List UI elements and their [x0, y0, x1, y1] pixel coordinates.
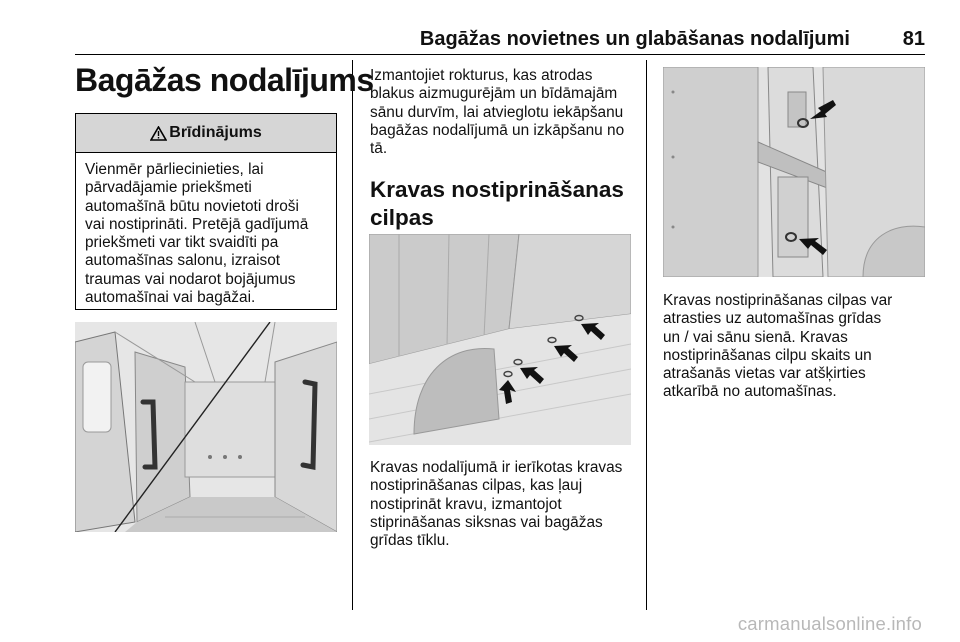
- text-line: nostiprināšanas cilpu skaits un: [663, 346, 872, 364]
- warning-line: pārvadājamie priekšmeti: [85, 179, 252, 197]
- text-line: blakus aizmugurējām un bīdāmajām: [370, 85, 618, 103]
- text-line: un / vai sānu sienā. Kravas: [663, 328, 848, 346]
- warning-line: traumas vai nodarot bojājumus: [85, 270, 296, 288]
- text-line: bagāžas nodalījumā un izkāpšanu no: [370, 121, 625, 139]
- warning-triangle-icon: [150, 126, 167, 141]
- text-line: Izmantojiet rokturus, kas atrodas: [370, 67, 593, 84]
- text-line: atrasties uz automašīnas grīdas: [663, 310, 882, 328]
- column-divider: [352, 60, 353, 610]
- heading-line: cilpas: [370, 205, 434, 230]
- warning-line: automašīnai vai bagāžai.: [85, 289, 256, 307]
- cargo-interior-illustration: [75, 322, 337, 532]
- wall-loop-caption: [663, 292, 892, 402]
- warning-title: Brīdinājums: [169, 124, 262, 141]
- warning-line: automašīnas salonu, izraisot: [85, 252, 281, 270]
- warning-text: [76, 153, 336, 307]
- text-line: stiprināšanas siksnas vai bagāžas: [370, 513, 603, 531]
- subsection-heading: [370, 176, 624, 232]
- handles-paragraph: [370, 67, 624, 158]
- text-line: atrašanās vietas var atšķirties: [663, 365, 866, 383]
- heading-line: Kravas nostiprināšanas: [370, 177, 624, 202]
- text-line: sānu durvīm, lai atvieglotu iekāpšanu: [370, 103, 624, 121]
- warning-header: [76, 114, 336, 153]
- tie-down-caption: [370, 459, 622, 550]
- text-line: atkarībā no automašīnas.: [663, 383, 837, 401]
- tie-down-wall-illustration: [663, 67, 925, 277]
- tie-down-floor-illustration: [369, 234, 631, 445]
- page-header: [75, 26, 925, 55]
- warning-line: automašīnā būtu novietoti droši: [85, 197, 299, 215]
- text-line: Kravas nostiprināšanas cilpas var: [663, 292, 893, 309]
- text-line: tā.: [370, 140, 388, 158]
- text-line: grīdas tīklu.: [370, 532, 450, 550]
- watermark: carmanualsonline.info: [737, 613, 922, 634]
- text-line: nostiprināšanas cilpas, kas ļauj: [370, 477, 583, 495]
- warning-line: Vienmēr pārliecinieties, lai: [85, 161, 264, 178]
- text-line: nostiprināt kravu, izmantojot: [370, 495, 562, 513]
- warning-box: [75, 113, 337, 310]
- text-line: Kravas nodalījumā ir ierīkotas kravas: [370, 459, 623, 476]
- header-title: Bagāžas novietnes un glabāšanas nodalījumi: [419, 28, 850, 50]
- section-title: Bagāžas nodalījums: [75, 62, 374, 98]
- column-divider: [646, 60, 647, 610]
- page-number: 81: [902, 28, 925, 50]
- warning-line: vai nostiprināti. Pretējā gadījumā: [85, 215, 309, 233]
- warning-line: priekšmeti var tikt svaidīti pa: [85, 234, 279, 252]
